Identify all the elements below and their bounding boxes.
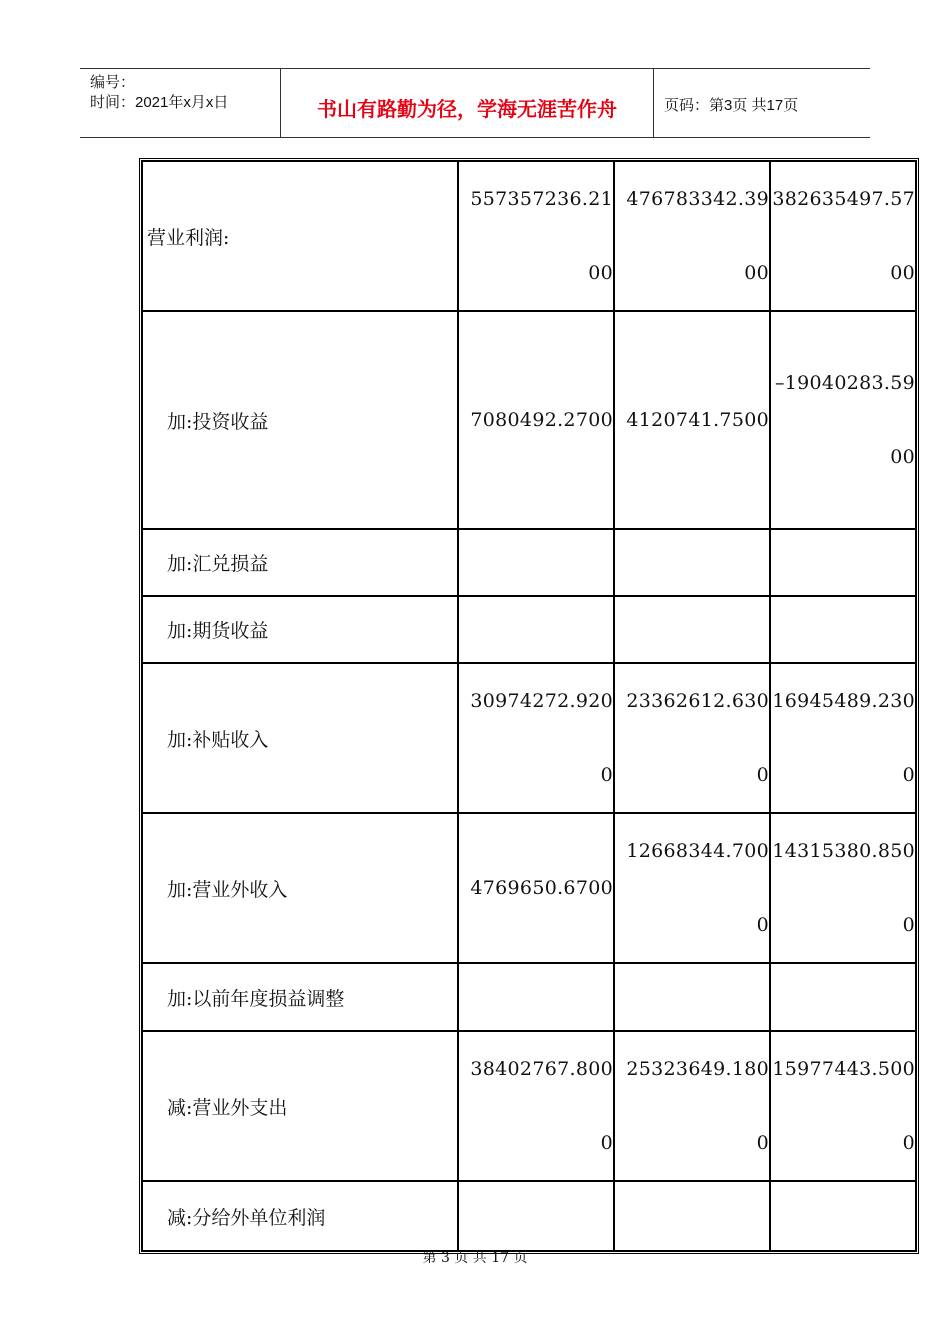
value-cell: 4769650.6700 — [458, 813, 614, 963]
header-page-cell — [654, 69, 870, 137]
row-label: 减:营业外支出 — [142, 1031, 458, 1181]
value-cell: 30974272.9200 — [458, 663, 614, 813]
doc-number-label: 编号： — [90, 74, 136, 91]
table-row — [142, 1181, 916, 1251]
table-row — [142, 596, 916, 663]
value-cell: 16945489.2300 — [770, 663, 916, 813]
row-label: 加:汇兑损益 — [142, 529, 458, 596]
page-footer: 第 3 页 共 17 页 — [422, 1250, 528, 1266]
value-cell: 25323649.1800 — [614, 1031, 770, 1181]
value-cell: 12668344.7000 — [614, 813, 770, 963]
row-label: 加:以前年度损益调整 — [142, 963, 458, 1031]
table-row — [142, 311, 916, 529]
document-header — [80, 68, 870, 138]
value-cell — [770, 529, 916, 596]
table-row — [142, 161, 916, 311]
table-row — [142, 963, 916, 1031]
value-cell: 476783342.3900 — [614, 161, 770, 311]
value-cell: –19040283.5900 — [770, 311, 916, 529]
value-cell: 38402767.8000 — [458, 1031, 614, 1181]
motto-text: 书山有路勤为径，学海无涯苦作舟 — [317, 97, 617, 121]
row-label: 减:分给外单位利润 — [142, 1181, 458, 1251]
value-cell: 7080492.2700 — [458, 311, 614, 529]
row-label: 营业利润: — [142, 161, 458, 311]
value-cell: 23362612.6300 — [614, 663, 770, 813]
table-row — [142, 529, 916, 596]
value-cell — [614, 596, 770, 663]
doc-time-label: 时间：2021年x月x日 — [90, 94, 229, 111]
row-label: 加:补贴收入 — [142, 663, 458, 813]
value-cell: 557357236.2100 — [458, 161, 614, 311]
value-cell — [458, 529, 614, 596]
value-cell — [614, 529, 770, 596]
table-row — [142, 663, 916, 813]
row-label: 加:投资收益 — [142, 311, 458, 529]
value-cell: 4120741.7500 — [614, 311, 770, 529]
value-cell — [770, 1181, 916, 1251]
value-cell — [458, 963, 614, 1031]
table-row — [142, 813, 916, 963]
value-cell — [458, 596, 614, 663]
header-motto-cell — [281, 69, 654, 137]
value-cell — [770, 963, 916, 1031]
income-statement-table — [139, 158, 919, 1254]
value-cell — [770, 596, 916, 663]
value-cell: 382635497.5700 — [770, 161, 916, 311]
header-meta-cell — [80, 69, 281, 137]
value-cell: 14315380.8500 — [770, 813, 916, 963]
value-cell — [458, 1181, 614, 1251]
row-label: 加:营业外收入 — [142, 813, 458, 963]
value-cell — [614, 963, 770, 1031]
header-page-info: 页码：第3页 共17页 — [664, 97, 799, 114]
table-row — [142, 1031, 916, 1181]
row-label: 加:期货收益 — [142, 596, 458, 663]
value-cell: 15977443.5000 — [770, 1031, 916, 1181]
value-cell — [614, 1181, 770, 1251]
